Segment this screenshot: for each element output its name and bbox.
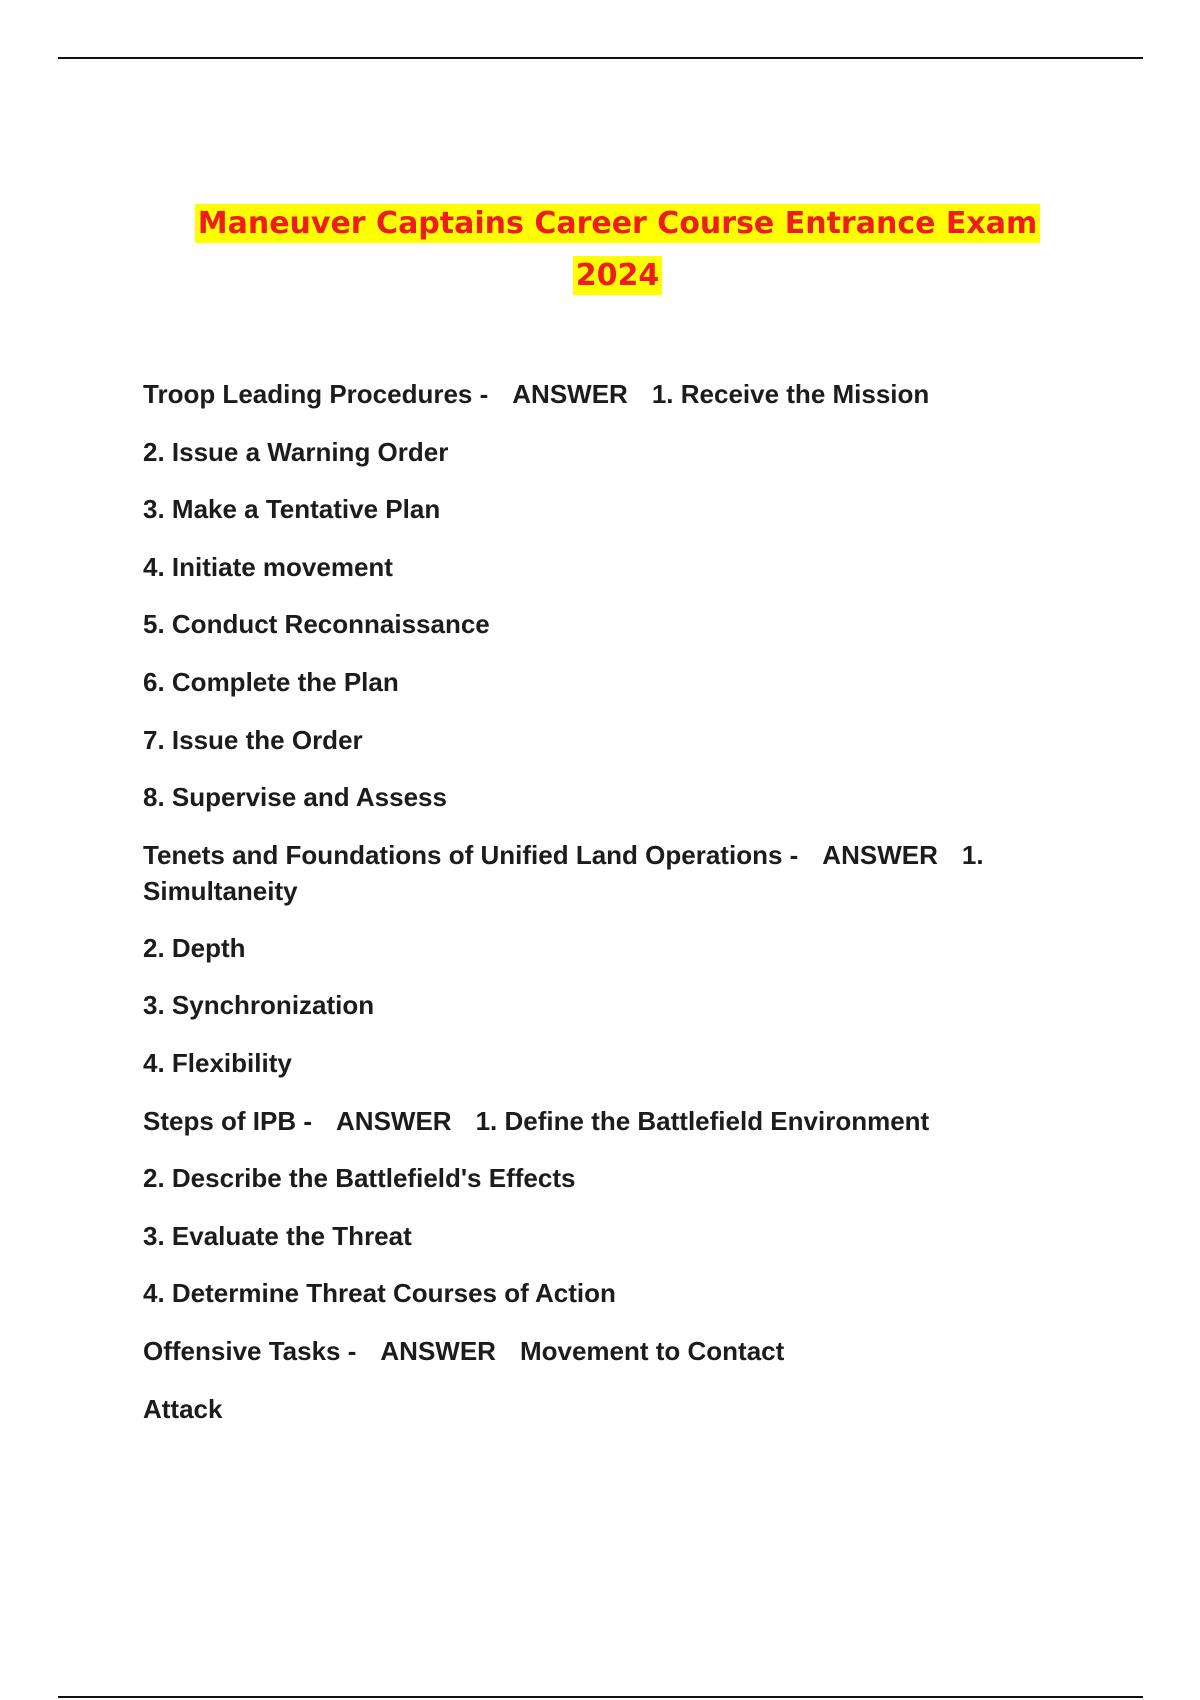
answer-item: 3. Make a Tentative Plan	[143, 494, 441, 525]
question-text: Steps of IPB -	[143, 1105, 313, 1136]
answer-label: ANSWER	[512, 379, 628, 409]
answer-label: ANSWER	[822, 839, 938, 870]
question-text: Troop Leading Procedures -	[143, 379, 489, 409]
document-title	[150, 198, 1085, 302]
answer-item: 5. Conduct Reconnaissance	[143, 609, 490, 640]
answer-item: 4. Flexibility	[143, 1047, 292, 1078]
answer-item: 1. Simultaneity	[143, 839, 984, 906]
answer-item: Movement to Contact	[519, 1335, 785, 1366]
question-text: Offensive Tasks -	[143, 1335, 357, 1366]
answer-label: ANSWER	[336, 1105, 452, 1136]
answer-item: 7. Issue the Order	[143, 724, 363, 755]
answer-item: 2. Describe the Battlefield's Effects	[143, 1163, 576, 1194]
question-text: Tenets and Foundations of Unified Land Operations -	[143, 839, 799, 870]
qa-question-line	[143, 376, 1073, 412]
bottom-rule	[58, 1696, 1143, 1698]
title-line-2: 2024	[573, 256, 663, 295]
answer-label: ANSWER	[380, 1335, 496, 1366]
title-line-1: Maneuver Captains Career Course Entrance Exam	[195, 204, 1041, 243]
answer-item: 8. Supervise and Assess	[143, 782, 447, 813]
qa-question-line	[143, 1333, 1073, 1369]
answer-item: 3. Evaluate the Threat	[143, 1220, 412, 1251]
top-rule	[58, 57, 1143, 59]
answer-item: 3. Synchronization	[143, 990, 375, 1021]
qa-question-line	[143, 837, 1073, 909]
answer-item: Attack	[143, 1393, 223, 1424]
answer-item: 1. Define the Battlefield Environment	[475, 1105, 930, 1136]
answer-item: 4. Initiate movement	[143, 551, 393, 582]
qa-question-line	[143, 1103, 1073, 1139]
answer-item: 6. Complete the Plan	[143, 666, 399, 697]
answer-item: 1. Receive the Mission	[651, 379, 930, 409]
answer-item: 2. Issue a Warning Order	[143, 436, 449, 467]
answer-item: 2. Depth	[143, 932, 246, 963]
qa-content	[143, 376, 1073, 1448]
answer-item: 4. Determine Threat Courses of Action	[143, 1278, 616, 1309]
